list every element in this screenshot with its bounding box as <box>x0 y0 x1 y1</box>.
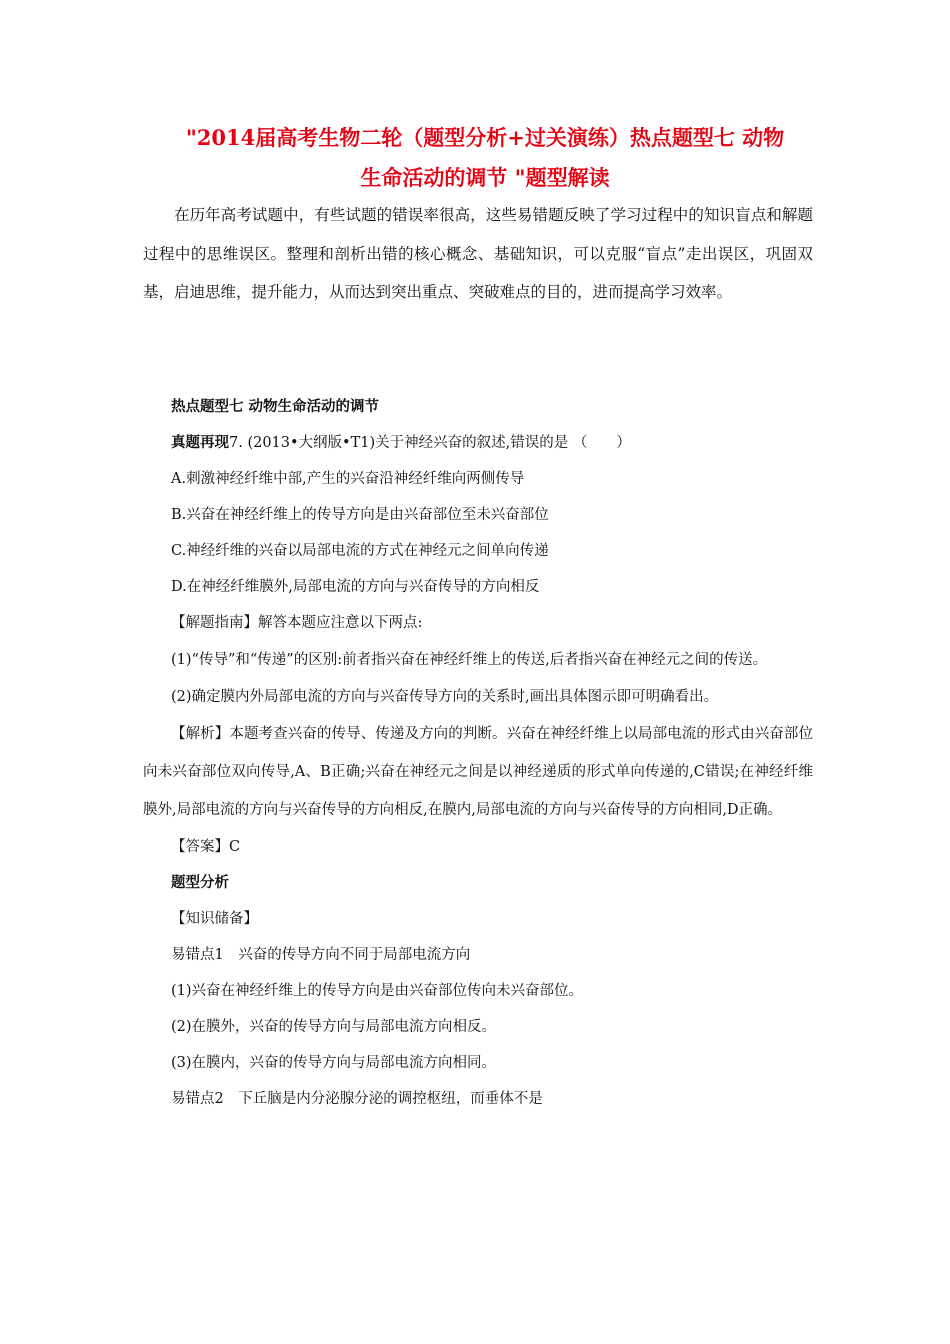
error-point-1: 易错点1 兴奋的传导方向不同于局部电流方向 <box>171 947 471 963</box>
guide-heading: 【解题指南】解答本题应注意以下两点: <box>171 615 423 631</box>
intro-paragraph: 在历年高考试题中，有些试题的错误率很高，这些易错题反映了学习过程中的知识盲点和解题过程中的思维误区。整理和剖析出错的核心概念、基础知识，可以克服“盲点”走出误区，巩固双基，启迪思维，提升能力，从而达到突出重点、突破难点的目的，进而提高学习效率。 <box>143 206 813 301</box>
option-a: A.刺激神经纤维中部,产生的兴奋沿神经纤维向两侧传导 <box>171 471 525 487</box>
option-d: D.在神经纤维膜外,局部电流的方向与兴奋传导的方向相反 <box>171 579 540 595</box>
guide-point-2: (2)确定膜内外局部电流的方向与兴奋传导方向的关系时,画出具体图示即可明确看出。 <box>171 689 719 705</box>
error-point-1-item-1: (1)兴奋在神经纤维上的传导方向是由兴奋部位传向未兴奋部位。 <box>171 983 584 999</box>
document-title <box>120 118 850 198</box>
type-analysis-heading: 题型分析 <box>171 874 229 891</box>
document-body <box>143 389 813 1117</box>
error-point-1-item-2: (2)在膜外，兴奋的传导方向与局部电流方向相反。 <box>171 1019 497 1035</box>
guide-point-1: (1)“传导”和“传递”的区别:前者指兴奋在神经纤维上的传送,后者指兴奋在神经元之间的传送。 <box>171 652 768 668</box>
question-label: 真题再现 <box>171 434 229 451</box>
error-point-1-item-3: (3)在膜内，兴奋的传导方向与局部电流方向相同。 <box>171 1055 497 1071</box>
option-b: B.兴奋在神经纤维上的传导方向是由兴奋部位至未兴奋部位 <box>171 507 549 523</box>
section-heading: 热点题型七 动物生命活动的调节 <box>171 398 380 415</box>
knowledge-heading: 【知识储备】 <box>171 911 258 927</box>
error-point-2: 易错点2 下丘脑是内分泌腺分泌的调控枢纽，而垂体不是 <box>171 1091 543 1107</box>
option-c: C.神经纤维的兴奋以局部电流的方式在神经元之间单向传递 <box>171 543 549 559</box>
question-stem <box>143 425 813 461</box>
title-line-2: 生命活动的调节 "题型解读 <box>360 165 610 190</box>
answer-line: 【答案】C <box>171 839 241 855</box>
analysis-paragraph: 【解析】本题考查兴奋的传导、传递及方向的判断。兴奋在神经纤维上以局部电流的形式由兴奋部位向未兴奋部位双向传导,A、B正确;兴奋在神经元之间是以神经递质的形式单向传递的,C错误;在神经纤维膜外,局部电流的方向与兴奋传导的方向相反,在膜内,局部电流的方向与兴奋传导的方向相同,D正确。 <box>143 726 813 818</box>
question-text: 7. (2013•大纲版•T1)关于神经兴奋的叙述,错误的是 （ ） <box>229 435 631 451</box>
title-line-1: "2014届高考生物二轮（题型分析+过关演练）热点题型七 动物 <box>185 125 785 150</box>
